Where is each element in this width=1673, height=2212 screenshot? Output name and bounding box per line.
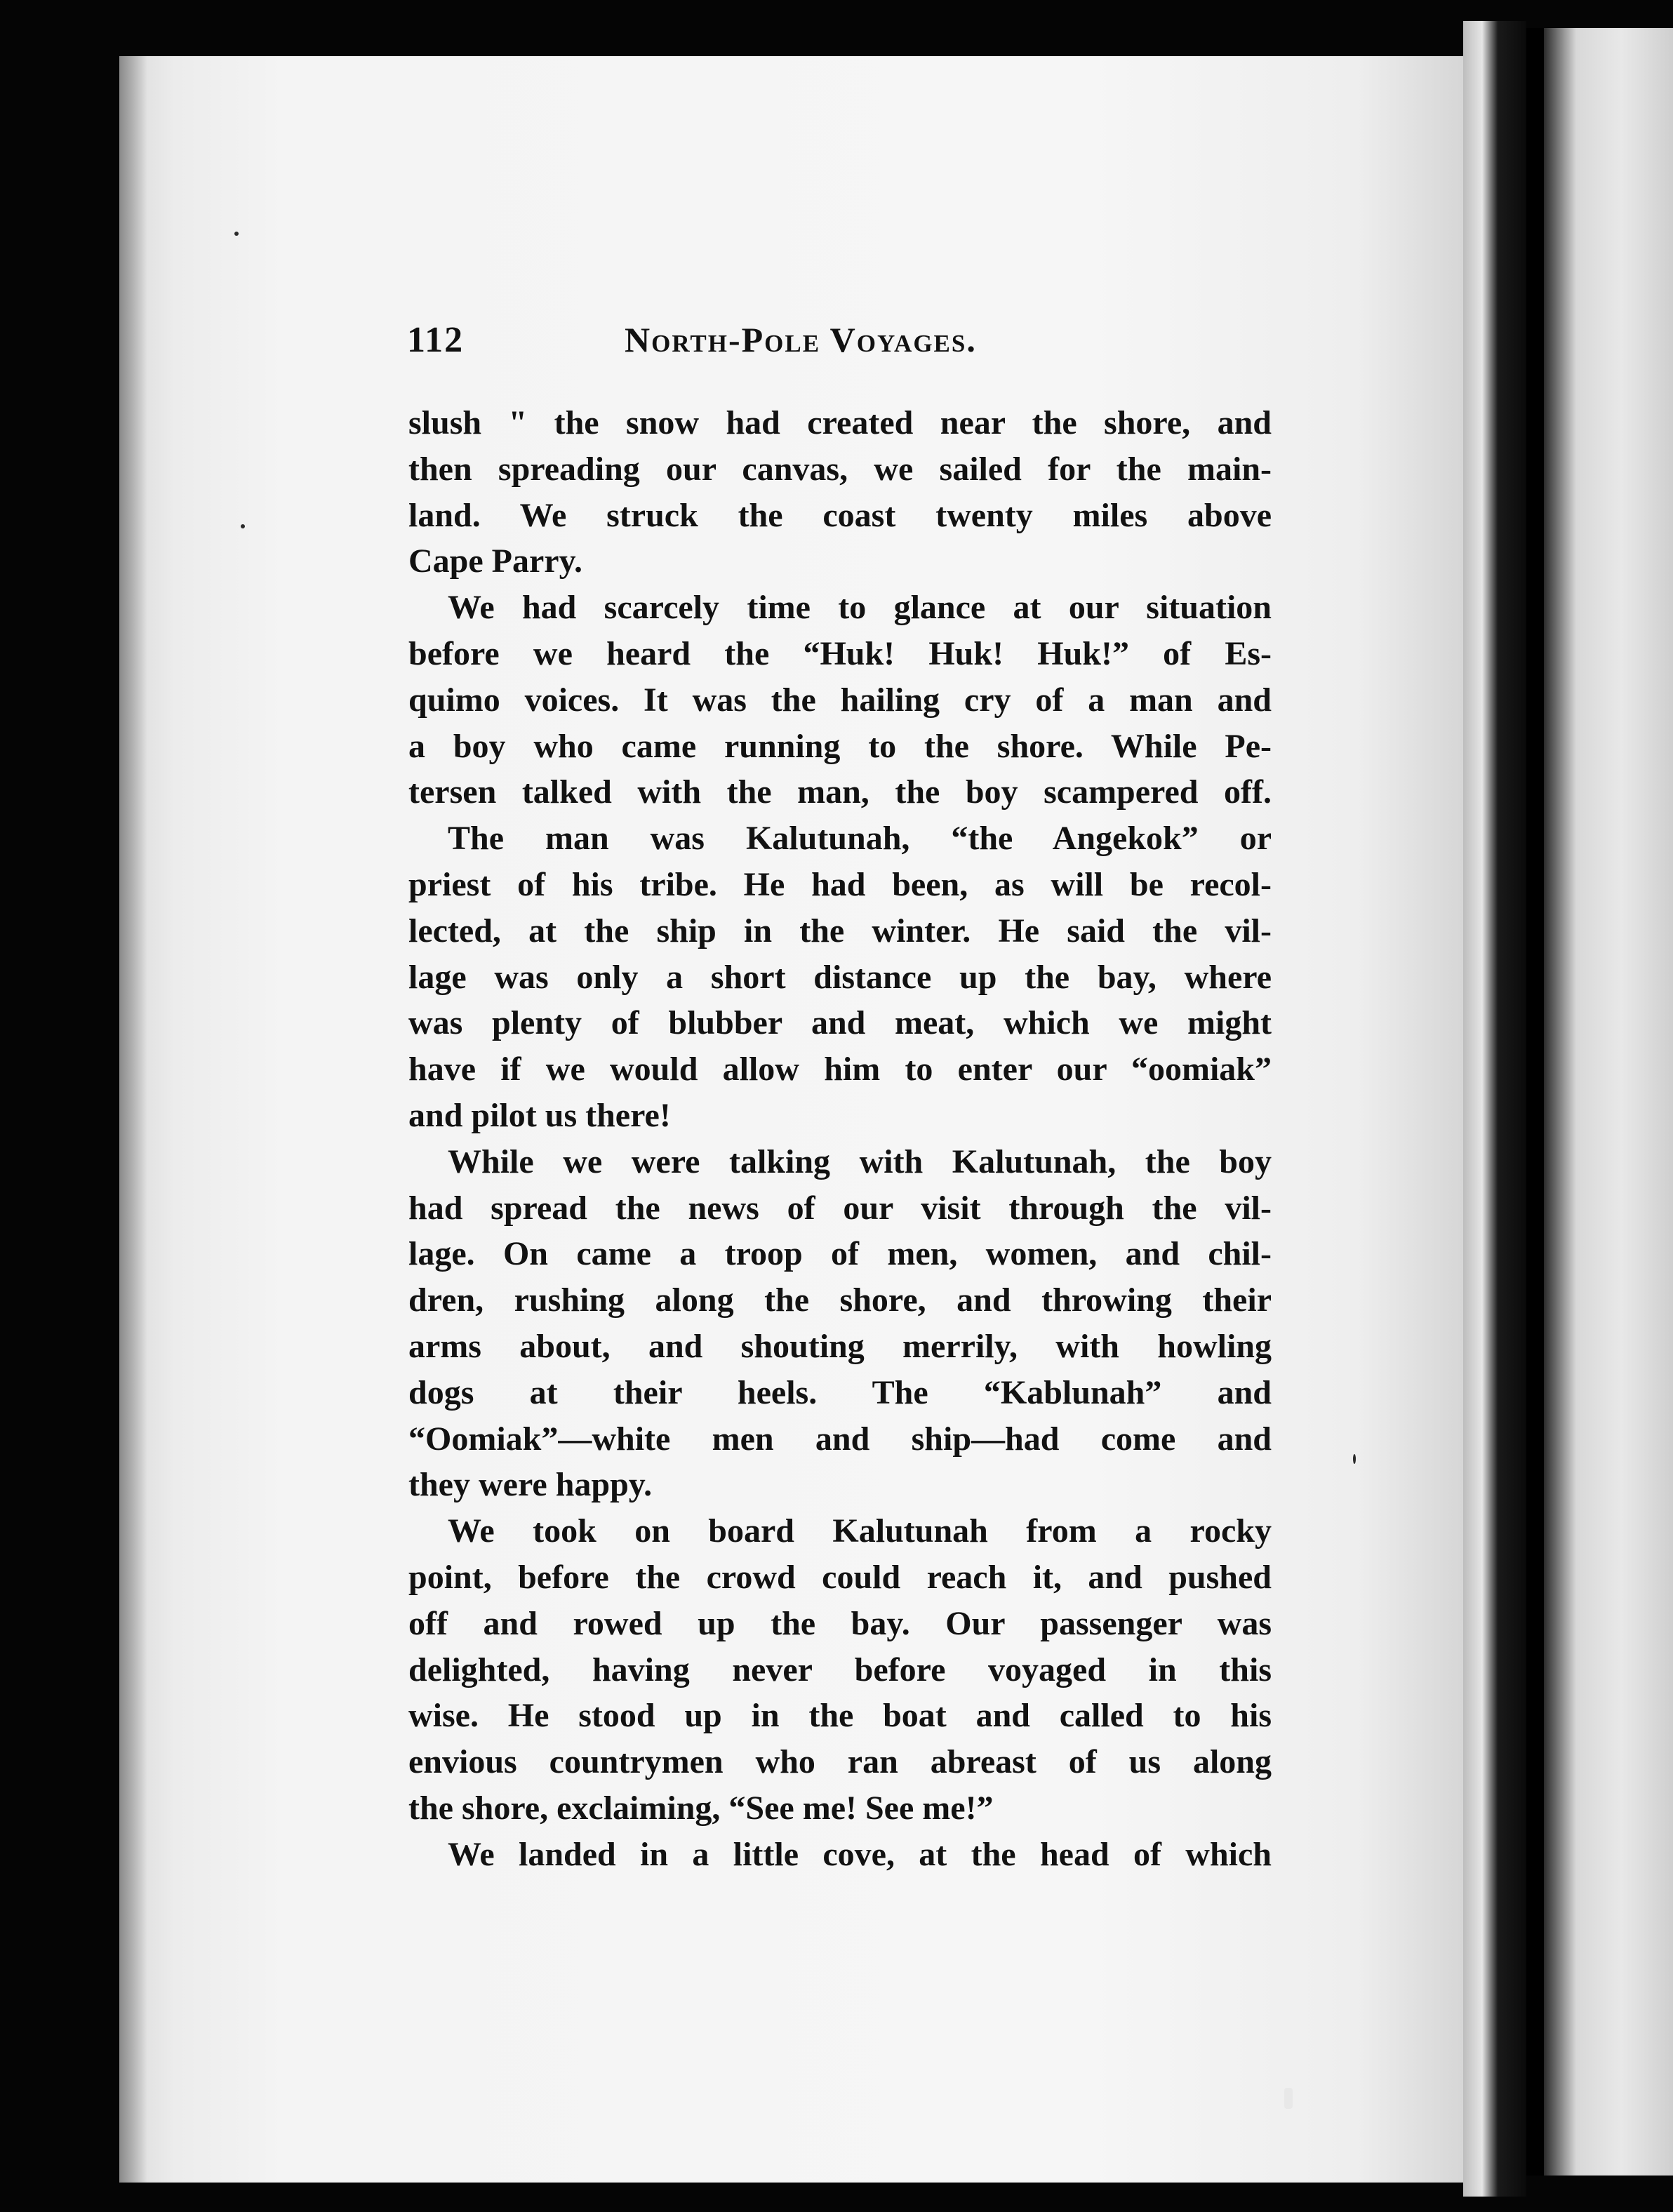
scan-speck xyxy=(1353,1454,1356,1464)
text-line: they were happy. xyxy=(408,1466,653,1504)
body-text xyxy=(408,400,1272,1878)
text-line: before we heard the “Huk! Huk! Huk!” of Es- xyxy=(408,634,1272,672)
text-line: delighted, having never before voyaged in this xyxy=(408,1651,1272,1688)
text-line: off and rowed up the bay. Our passenger was xyxy=(408,1604,1272,1642)
scan-speck xyxy=(1284,2088,1293,2109)
text-line: was plenty of blubber and meat, which we might xyxy=(408,1004,1272,1042)
text-line: then spreading our canvas, we sailed for the main- xyxy=(408,450,1272,488)
text-line: envious countrymen who ran abreast of us along xyxy=(408,1743,1272,1781)
text-line: Cape Parry. xyxy=(408,542,582,580)
text-line: While we were talking with Kalutunah, the boy xyxy=(448,1142,1272,1180)
text-line: We had scarcely time to glance at our situation xyxy=(448,589,1272,627)
text-line: point, before the crowd could reach it, and pushed xyxy=(408,1558,1272,1596)
text-line: had spread the news of our visit through the vil- xyxy=(408,1189,1272,1227)
text-line: tersen talked with the man, the boy scampered off. xyxy=(408,773,1272,811)
text-line: a boy who came running to the shore. While Pe- xyxy=(408,727,1272,765)
facing-page-edge xyxy=(1544,28,1673,2176)
text-line: “Oomiak”—white men and ship—had come and xyxy=(408,1420,1272,1458)
running-head: North-Pole Voyages. xyxy=(625,320,977,359)
text-line: have if we would allow him to enter our “oomiak” xyxy=(408,1051,1272,1088)
text-line: slush " the snow had created near the shore, and xyxy=(408,404,1272,441)
text-line: wise. He stood up in the boat and called to his xyxy=(408,1697,1272,1735)
text-line: lage was only a short distance up the bay, where xyxy=(408,958,1272,996)
text-line: The man was Kalutunah, “the Angekok” or xyxy=(448,820,1272,858)
text-line: We took on board Kalutunah from a rocky xyxy=(448,1512,1272,1550)
scan-speck xyxy=(234,232,239,236)
page-edge xyxy=(1463,21,1526,2197)
page-gutter-shadow xyxy=(119,56,147,2183)
text-line: priest of his tribe. He had been, as will be recol- xyxy=(408,865,1272,903)
page-number: 112 xyxy=(407,320,465,360)
text-line: dren, rushing along the shore, and throwing their xyxy=(408,1281,1272,1319)
page-gap xyxy=(1526,28,1546,2176)
text-line: the shore, exclaiming, “See me! See me!” xyxy=(408,1789,994,1827)
text-line: lected, at the ship in the winter. He said the vil- xyxy=(408,912,1272,950)
text-line: land. We struck the coast twenty miles above xyxy=(408,496,1272,534)
text-line: and pilot us there! xyxy=(408,1096,671,1134)
text-line: quimo voices. It was the hailing cry of a man and xyxy=(408,681,1272,719)
text-line: We landed in a little cove, at the head of which xyxy=(448,1835,1272,1873)
text-line: dogs at their heels. The “Kablunah” and xyxy=(408,1373,1272,1411)
scan-speck xyxy=(241,524,245,528)
text-line: lage. On came a troop of men, women, and chil- xyxy=(408,1235,1272,1273)
page-header xyxy=(407,319,1277,375)
text-line: arms about, and shouting merrily, with howling xyxy=(408,1327,1272,1365)
